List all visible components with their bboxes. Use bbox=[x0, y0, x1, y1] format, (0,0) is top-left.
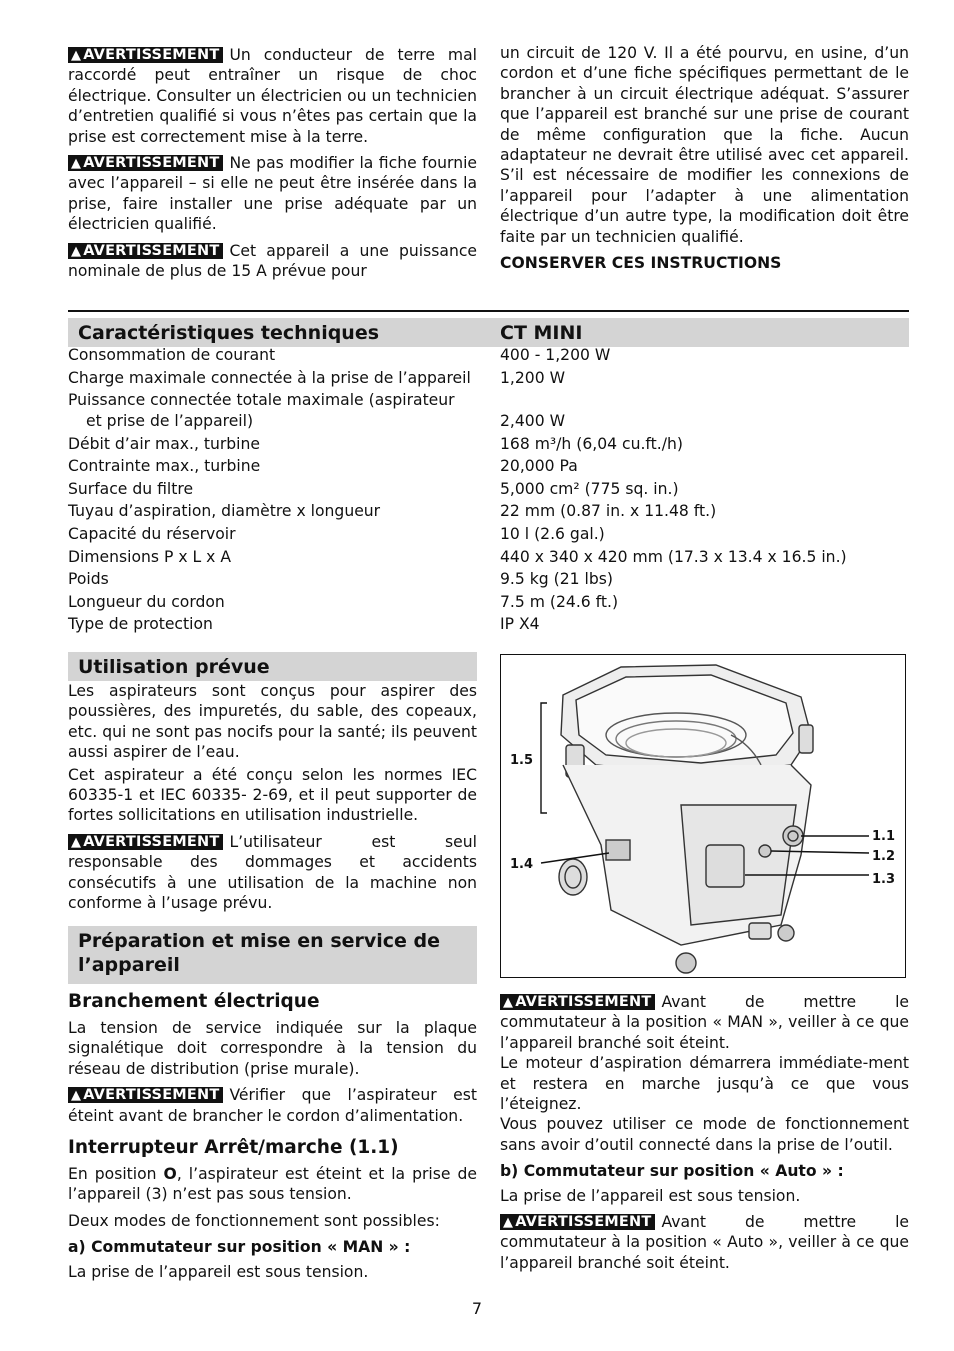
keep-instructions: CONSERVER CES INSTRUCTIONS bbox=[500, 254, 782, 273]
usage-header-bar bbox=[68, 652, 477, 681]
spec-row: Débit d’air max., turbine 168 m³/h (6,04 cu.ft./h) bbox=[68, 435, 683, 453]
mode-paragraph: Vous pouvez utiliser ce mode de fonctionnement sans avoir d’outil connecté dans la prise de l’outil. bbox=[500, 1115, 909, 1154]
switch-paragraph: En position O, l’aspirateur est éteint et la prise de l’appareil (3) n’est pas sous tension. bbox=[68, 1165, 477, 1204]
spec-row: Contrainte max., turbine 20,000 Pa bbox=[68, 457, 578, 475]
section-divider bbox=[68, 310, 909, 312]
spec-row: Tuyau d’aspiration, diamètre x longueur 22 mm (0.87 in. x 11.48 ft.) bbox=[68, 502, 717, 520]
branch-paragraph: La tension de service indiquée sur la plaque signalétique doit correspondre à la tension du réseau de distribution (prise murale). bbox=[68, 1019, 477, 1078]
vacuum-figure bbox=[500, 654, 906, 978]
warning-branch: ▲ AVERTISSEMENT Vérifier que l’aspirateur est éteint avant de brancher le cordon d’alimentation. bbox=[68, 1086, 477, 1125]
warning-triangle-icon: ▲ bbox=[503, 1215, 514, 1231]
prep-body bbox=[68, 990, 477, 1288]
warning-man: ▲ AVERTISSEMENT Avant de mettre le commutateur à la position « MAN », veiller à ce que l’appareil branché soit éteint. bbox=[500, 993, 909, 1052]
warning-triangle-icon: ▲ bbox=[71, 243, 82, 259]
warning-triangle-icon: ▲ bbox=[503, 995, 514, 1010]
warning-badge: ▲ AVERTISSEMENT bbox=[68, 47, 223, 63]
warning-badge: ▲ AVERTISSEMENT bbox=[500, 1214, 655, 1230]
spec-row: Longueur du cordon 7.5 m (24.6 ft.) bbox=[68, 593, 619, 611]
warning-triangle-icon: ▲ bbox=[71, 834, 82, 850]
warning-badge: ▲ AVERTISSEMENT bbox=[68, 155, 223, 171]
warning-badge: ▲ AVERTISSEMENT bbox=[68, 1087, 223, 1103]
warning-auto: ▲ AVERTISSEMENT Avant de mettre le commutateur à la position « Auto », veiller à ce que l’appareil branché soit éteint. bbox=[500, 1213, 909, 1272]
motor-paragraph: Le moteur d’aspiration démarrera immédiate-ment et restera en marche jusqu’à ce que vous l’éteignez. bbox=[500, 1054, 909, 1114]
specs-header-bar bbox=[68, 318, 909, 347]
warning-badge: ▲ AVERTISSEMENT bbox=[500, 994, 655, 1010]
usage-body bbox=[68, 681, 477, 919]
warning-badge: ▲ AVERTISSEMENT bbox=[68, 834, 223, 850]
spec-row: Puissance connectée totale maximale (aspirateur bbox=[68, 391, 455, 409]
callout-label: 1.2 bbox=[872, 849, 896, 864]
spec-row: Charge maximale connectée à la prise de l’appareil 1,200 W bbox=[68, 369, 566, 387]
usage-paragraph: Les aspirateurs sont conçus pour aspirer des poussières, des impuretés, du sable, des copeaux, etc. qui ne sont pas nocifs pour la santé; ils peuvent aussi aspirer de l’eau. bbox=[68, 682, 477, 762]
spec-row: Consommation de courant 400 - 1,200 W bbox=[68, 346, 611, 364]
spec-row: et prise de l’appareil) 2,400 W bbox=[86, 412, 566, 430]
warning-triangle-icon: ▲ bbox=[71, 156, 82, 172]
warning-ground: ▲ AVERTISSEMENT Un conducteur de terre mal raccordé peut entraîner un risque de choc électrique. Consulter un électricien ou un technicien d’entretien qualifié si vous n’êtes pas certain que la prise est correctement mise à la terre. bbox=[68, 46, 477, 146]
page-number: 7 bbox=[471, 1299, 483, 1318]
vacuum-illustration bbox=[501, 655, 904, 976]
usage-heading: Utilisation prévue bbox=[78, 656, 270, 678]
auto-title: b) Commutateur sur position « Auto » : bbox=[500, 1162, 844, 1181]
callout-label: 1.4 bbox=[510, 857, 534, 872]
warning-triangle-icon: ▲ bbox=[71, 1088, 82, 1104]
right-bottom-column bbox=[500, 992, 909, 1279]
man-title: a) Commutateur sur position « MAN » : bbox=[68, 1238, 411, 1257]
warning-badge: ▲ AVERTISSEMENT bbox=[68, 243, 223, 259]
warning-plug: ▲ AVERTISSEMENT Ne pas modifier la fiche fournie avec l’appareil – si elle ne peut être insérée dans la prise, faire installer une prise adéquate par un électricien qualifié. bbox=[68, 154, 477, 234]
warning-power: ▲ AVERTISSEMENT Cet appareil a une puissance nominale de plus de 15 A prévue pour bbox=[68, 241, 477, 281]
spec-row: Surface du filtre 5,000 cm² (775 sq. in.) bbox=[68, 480, 679, 498]
switch-title: Interrupteur Arrêt/marche (1.1) bbox=[68, 1137, 399, 1159]
specs-model: CT MINI bbox=[500, 322, 583, 344]
spec-row: Poids 9.5 kg (21 lbs) bbox=[68, 570, 613, 588]
power-continued-text: un circuit de 120 V. Il a été pourvu, en usine, d’un cordon et d’une fiche spécifiques permettant de le brancher à un circuit électrique adéquat. S’assurer que l’appareil est branché sur une prise de courant de même configuration que la fiche. Aucun adaptateur ne devrait être utilisé avec cet appareil. S’il est nécessaire de modifier les connexions de l’appareil pour l’adapter à une alimentation électrique d’un autre type, la modification doit être faite par un technicien qualifié. bbox=[500, 44, 909, 246]
prep-header-bar bbox=[68, 926, 477, 984]
man-paragraph: La prise de l’appareil est sous tension. bbox=[68, 1262, 369, 1281]
branch-title: Branchement électrique bbox=[68, 991, 320, 1012]
callout-label: 1.3 bbox=[872, 872, 896, 887]
specs-heading: Caractéristiques techniques bbox=[78, 322, 380, 344]
callout-label: 1.1 bbox=[872, 829, 896, 844]
top-right-column bbox=[500, 43, 909, 279]
top-left-column bbox=[68, 45, 477, 287]
auto-paragraph: La prise de l’appareil est sous tension. bbox=[500, 1186, 801, 1205]
spec-row: Type de protection IP X4 bbox=[68, 615, 540, 633]
spec-row: Dimensions P x L x A 440 x 340 x 420 mm (17.3 x 13.4 x 16.5 in.) bbox=[68, 548, 847, 566]
switch-modes: Deux modes de fonctionnement sont possibles: bbox=[68, 1211, 440, 1230]
spec-row: Capacité du réservoir 10 l (2.6 gal.) bbox=[68, 525, 605, 543]
warning-triangle-icon: ▲ bbox=[71, 48, 82, 63]
warning-usage: ▲ AVERTISSEMENT L’utilisateur est seul responsable des dommages et accidents consécutifs à une utilisation de la machine non conforme à l’usage prévu. bbox=[68, 832, 477, 913]
callout-label: 1.5 bbox=[510, 753, 534, 768]
usage-paragraph: Cet aspirateur a été conçu selon les normes IEC 60335-1 et IEC 60335- 2-69, et il peut supporter de fortes sollicitations en utilisation industrielle. bbox=[68, 765, 477, 825]
prep-heading: Préparation et mise en service de l’appareil bbox=[78, 930, 441, 976]
